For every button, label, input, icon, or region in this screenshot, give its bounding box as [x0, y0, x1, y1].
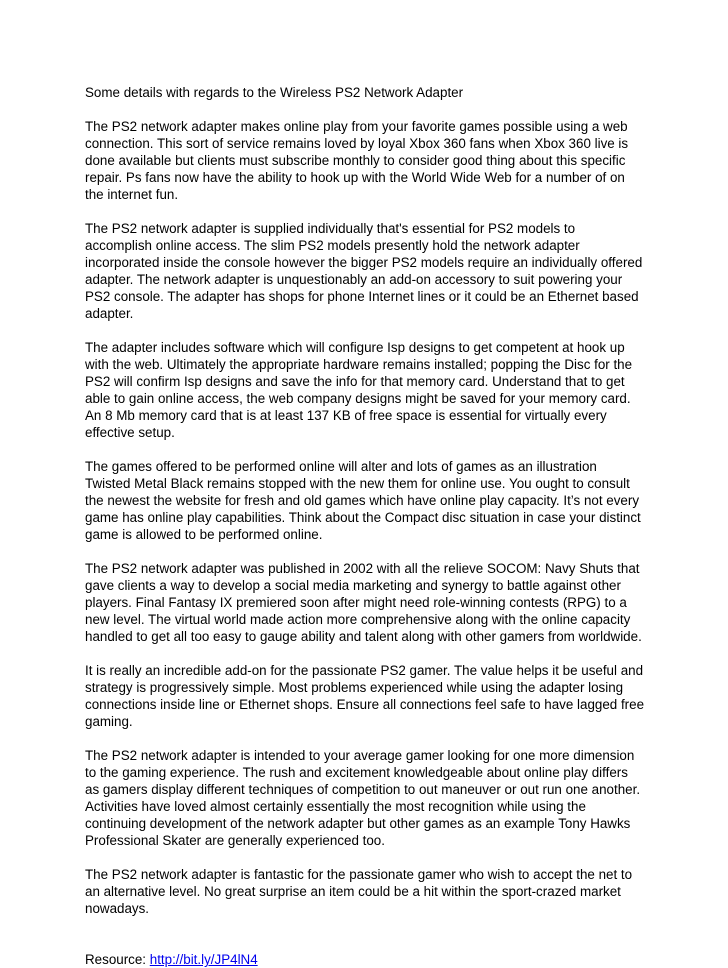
paragraph-7: The PS2 network adapter is intended to your average gamer looking for one more dimension to the gaming experience. The rush and excitement knowledgeable about online play differs as gamers display different techniques of competition to out maneuver or out run one another. Activities have loved almost certainly essentially the most recognition while using the continuing development of the network adapter but other games as an example Tony Hawks Professional Skater are generally experienced too.: [85, 748, 641, 848]
paragraph-8: The PS2 network adapter is fantastic for the passionate gamer who wish to accept the net to an alternative level. No great surprise an item could be a hit within the sport-crazed market nowadays.: [85, 867, 633, 916]
paragraph-2: The PS2 network adapter is supplied individually that's essential for PS2 models to accomplish online access. The slim PS2 models presently hold the network adapter incorporated inside the console however the bigger PS2 models require an individually offered adapter. The network adapter is unquestionably an add-on accessory to suit powering your PS2 console. The adapter has shops for phone Internet lines or it could be an Ethernet based adapter.: [85, 221, 643, 321]
document-title: Some details with regards to the Wireless PS2 Network Adapter: [85, 85, 464, 100]
document-page: [85, 84, 645, 968]
resource-line: [85, 951, 645, 968]
paragraph-4: The games offered to be performed online will alter and lots of games as an illustration Twisted Metal Black remains stopped with the new them for online use. You ought to consult the newest the website for fresh and old games which have online play capacity. It’s not every game has online play capabilities. Think about the Compact disc situation in case your distinct game is allowed to be performed online.: [85, 459, 641, 542]
paragraph-1: The PS2 network adapter makes online play from your favorite games possible using a web connection. This sort of service remains loved by loyal Xbox 360 fans when Xbox 360 live is done available but clients must subscribe monthly to consider good thing about this specific repair. Ps fans now have the ability to hook up with the World Wide Web for a number of on the internet fun.: [85, 119, 629, 202]
resource-link[interactable]: http://bit.ly/JP4lN4: [149, 952, 258, 967]
paragraph-6: It is really an incredible add-on for the passionate PS2 gamer. The value helps it be useful and strategy is progressively simple. Most problems experienced while using the adapter losing connections inside line or Ethernet shops. Ensure all connections feel safe to have lagged free gaming.: [85, 663, 645, 729]
paragraph-5: The PS2 network adapter was published in 2002 with all the relieve SOCOM: Navy Shuts that gave clients a way to develop a social media marketing and synergy to battle against other players. Final Fantasy IX premiered soon after might need role-winning contests (RPG) to a new level. The virtual world made action more comprehensive along with the online capacity handled to get all too easy to gauge ability and talent along with other gamers from worldwide.: [85, 561, 642, 644]
resource-label: Resource:: [85, 952, 150, 967]
paragraph-3: The adapter includes software which will configure Isp designs to get competent at hook up with the web. Ultimately the appropriate hardware remains installed; popping the Disc for the PS2 will confirm Isp designs and save the info for that memory card. Understand that to get able to gain online access, the web company designs might be saved for your memory card. An 8 Mb memory card that is at least 137 KB of free space is essential for virtually every effective setup.: [85, 340, 633, 440]
